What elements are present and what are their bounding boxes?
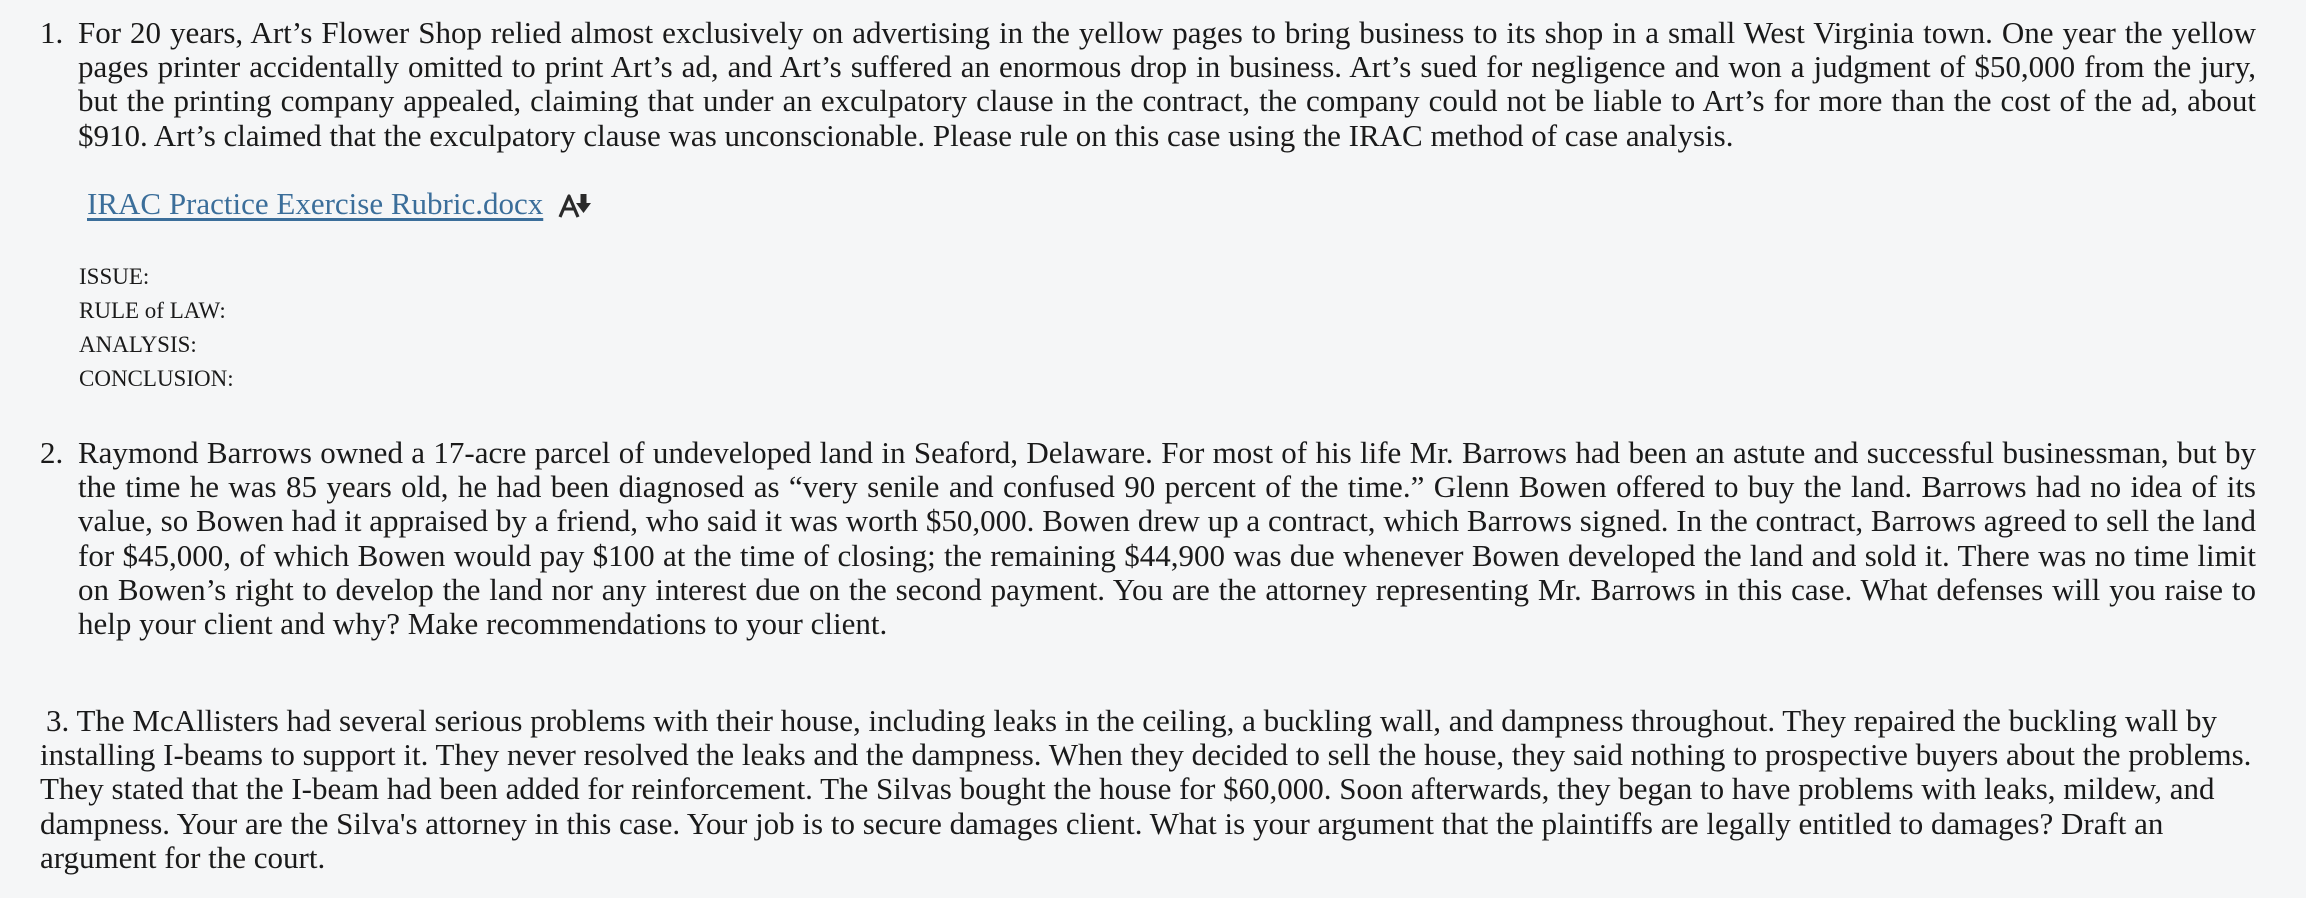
- irac-analysis-label: ANALYSIS:: [79, 332, 197, 357]
- irac-issue-label: ISSUE:: [79, 264, 150, 289]
- question-3: [40, 704, 2270, 875]
- attachment: [87, 186, 597, 222]
- question-text: For 20 years, Art’s Flower Shop relied almost exclusively on advertising in the yellow pages to bring business to its shop in a small West Virginia town. One year the yellow pages printer accidentally omitted to print Art’s ad, and Art’s suffered an enormous drop in business. Art’s sued for negligence and won a judgment of $50,000 from the jury, but the printing company appealed, claiming that under an exculpatory clause in the contract, the company could not be liable to Art’s for more than the cost of the ad, about $910. Art’s claimed that the exculpatory clause was unconscionable. Please rule on this case using the IRAC method of case analysis.: [78, 15, 2256, 153]
- text-to-speech-download-icon[interactable]: [557, 191, 597, 221]
- irac-labels: [79, 260, 234, 396]
- question-number: 2.: [40, 435, 64, 470]
- question-number: 1.: [40, 15, 64, 50]
- irac-rule-label: RULE of LAW:: [79, 298, 226, 323]
- question-2: [40, 436, 2256, 641]
- attachment-link[interactable]: IRAC Practice Exercise Rubric.docx: [87, 186, 544, 221]
- irac-conclusion-label: CONCLUSION:: [79, 366, 234, 391]
- question-text: Raymond Barrows owned a 17-acre parcel of undeveloped land in Seaford, Delaware. For most of his life Mr. Barrows had been an astute and successful businessman, but by the time he was 85 years old, he had been diagnosed as “very senile and confused 90 percent of the time.” Glenn Bowen offered to buy the land. Barrows had no idea of its value, so Bowen had it appraised by a friend, who said it was worth $50,000. Bowen drew up a contract, which Barrows signed. In the contract, Barrows agreed to sell the land for $45,000, of which Bowen would pay $100 at the time of closing; the remaining $44,900 was due whenever Bowen developed the land and sold it. There was no time limit on Bowen’s right to develop the land nor any interest due on the second payment. You are the attorney representing Mr. Barrows in this case. What defenses will you raise to help your client and why? Make recommendations to your client.: [78, 435, 2256, 642]
- question-1: [40, 16, 2256, 153]
- question-number: 3.: [46, 703, 70, 738]
- question-text: The McAllisters had several serious problems with their house, including leaks in the ceiling, a buckling wall, and dampness throughout. They repaired the buckling wall by installing I-beams to support it. They never resolved the leaks and the dampness. When they decided to sell the house, they said nothing to prospective buyers about the problems. They stated that the I-beam had been added for reinforcement. The Silvas bought the house for $60,000. Soon afterwards, they began to have problems with leaks, mildew, and dampness. Your are the Silva's attorney in this case. Your job is to secure damages client. What is your argument that the plaintiffs are legally entitled to damages? Draft an argument for the court.: [40, 703, 2252, 875]
